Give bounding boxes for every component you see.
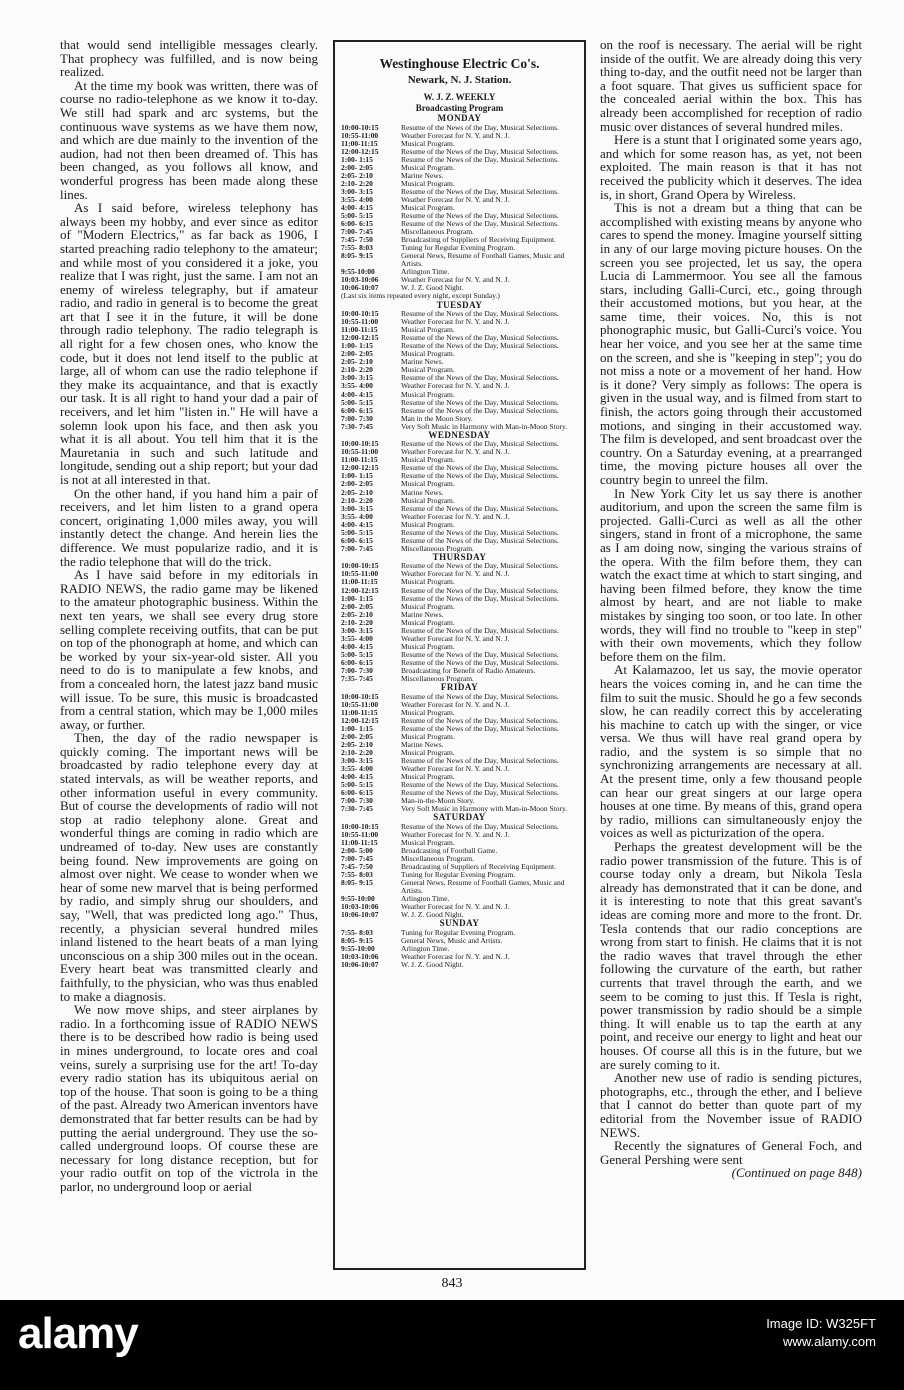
entry-description: Resume of the News of the Day, Musical Selections. [401,463,559,473]
paragraph: This is not a dream but a thing that can be accomplished with existing means by anyone who cares to spend the money. Imagine yourself sitting in any of our large moving picture houses. On the screen you see projected, let us say, the opera Lucia di Lammermoor. You see all the famous stars, including Galli-Curci, etc., going through their accustomed motions, but you hear, at the same time, their voices. No, this is not phonographic music, but Galli-Curci's voice. You hear her voice, and you see her at the same time on the screen, and she is "keeping in step"; you do not miss a note or a movement of her hand. How is it done? Very simply as follows: The opera is given in the usual way, and is filmed from start to finish, the actors going through their accustomed motions, and singing in their accustomed way. The film is developed, and sent broadcast over the country. On a Saturday evening, at a prearranged time, the moving picture houses all over the country begin to unreel the film. [600,200,862,487]
day-heading: SUNDAY [439,918,480,929]
entry-description: Marine News. [401,170,444,180]
entry-time: 7:45- 7:50 [341,862,373,872]
entry-time: 2:05- 2:10 [341,357,373,367]
entry-description: Musical Program. [401,202,455,212]
entry-description: Musical Program. [401,162,455,172]
entry-time: 3:00- 3:15 [341,755,373,765]
site-url: www.alamy.com [783,1334,876,1349]
entry-description: Marine News. [401,487,444,497]
page-number: 843 [441,1276,463,1291]
entry-time: 10:00-10:15 [341,691,379,701]
entry-description: Miscellaneous Program. [401,227,474,237]
entry-time: 6:00- 6:15 [341,657,373,667]
entry-time: 5:00- 5:15 [341,527,373,537]
entry-time: 6:00- 6:15 [341,788,373,798]
entry-time: 10:55-11:00 [341,317,379,327]
schedule-entry [341,156,578,164]
entry-time: 3:55- 4:00 [341,511,373,521]
entry-time: 4:00- 4:15 [341,202,373,212]
entry-time: 8:05- 9:15 [341,878,373,888]
paragraph: We now move ships, and steer airplanes by radio. In a forthcoming issue of RADIO NEWS there is to be described how radio is being used in mines underground, to locate ores and coal veins, surely a surprising use for the art! To-day every radio station has its ubiquitous aerial on top of the house. That soon is going to be a thing of the past. Already two American inventors have demonstrated that far better results can be had by putting the aerial underground. They use the so-called underground loops. Of course these are necessary for long distance reception, but for your radio outfit on top of the victrola in the parlor, no underground loop or aerial [60,1002,318,1194]
entry-time: 10:03-10:06 [341,275,379,285]
entry-time: 2:05- 2:10 [341,609,373,619]
entry-time: 10:03-10:06 [341,902,379,912]
entry-description: Musical Program. [401,837,455,847]
entry-description: Weather Forecast for N. Y. and N. J. [401,130,510,140]
entry-description: Musical Program. [401,178,455,188]
entry-description: Resume of the News of the Day, Musical Selections. [401,397,559,407]
schedule-entry [341,358,578,366]
entry-description: Musical Program. [401,349,455,359]
entry-time: 11:00-11:15 [341,577,378,587]
entry-time: 10:55-11:00 [341,699,379,709]
schedule-entry [341,725,578,733]
paragraph: Perhaps the greatest development will be the radio power transmission of the future. This is of course today only a dream, but Nikola Tesla already has demonstrated that it can be done, and it is interesting to note that this great savant's ideas are coming more and more to the front. Dr. Tesla contends that our radio conceptions are wrong from start to finish. He claims that it is not the radio waves that travel through the ether following the curvature of the earth, but rather currents that travel through the earth, and we seem to be coming to just this. If Tesla is right, power transmission by radio should be a simple thing. It will enable us to tap the earth at any point, and receive our energy to light and heat our houses. Of course all this is in the future, but we are surely coming to it. [600,839,862,1072]
entry-description: Weather Forecast for N. Y. and N. J. [401,511,510,521]
entry-description: Musical Program. [401,455,455,465]
schedule-entry [341,172,578,180]
entry-description: Resume of the News of the Day, Musical Selections. [401,439,559,449]
entry-description: Broadcasting of Football Game. [401,845,498,855]
entry-time: 12:00-12:15 [341,715,379,725]
entry-description: Tuning for Regular Evening Program. [401,243,516,253]
paragraph: In New York City let us say there is another auditorium, and upon the screen the same film is projected. Galli-Curci as well as all the other singers, stand in front of a microphone, the same as I am doing now, singing the various strains of the opera. With the film before them, they can watch the exact time at which to start singing, and having been filmed before, they know the time almost by heart, and are not liable to make mistakes by singing too soon, or too late. In other words, they will find no trouble to "keep in step" with their own movements, which they follow before them on the film. [600,485,862,664]
entry-time: 8:05- 9:15 [341,251,373,261]
entry-description: Weather Forecast for N. Y. and N. J. [401,317,510,327]
broadcast-schedule-box [333,40,586,1270]
schedule-entry [341,603,578,611]
entry-time: 2:00- 2:05 [341,601,373,611]
entry-description: Resume of the News of the Day, Musical Selections. [401,593,559,603]
watermark-info [766,1315,876,1351]
image-id: Image ID: W325FT [766,1316,876,1331]
entry-description: Resume of the News of the Day, Musical Selections. [401,780,559,790]
entry-description: Weather Forecast for N. Y. and N. J. [401,952,510,961]
entry-time: 2:00- 2:05 [341,731,373,741]
day-heading: TUESDAY [436,299,483,310]
entry-time: 11:00-11:15 [341,325,378,335]
entry-description: Musical Program. [401,495,455,505]
paragraph: Another new use of radio is sending pictures, photographs, etc., through the ether, and I believe that I cannot do better than quote part of my editorial from the November issue of RADIO NEWS. [600,1070,862,1140]
entry-time: 7:00- 7:30 [341,796,373,806]
alamy-logo [18,1309,138,1359]
entry-time: 11:00-11:15 [341,138,378,148]
schedule-entry [341,741,578,749]
entry-description: Marine News. [401,609,444,619]
day-heading: THURSDAY [432,551,487,562]
entry-time: 10:55-11:00 [341,829,379,839]
schedule-entry [341,635,578,643]
schedule-entry [341,879,578,895]
day-heading: WEDNESDAY [428,429,491,440]
schedule-station: Newark, N. J. Station. [407,74,512,86]
schedule-note: (Last six items repeated every night, except Sunday.) [341,291,500,301]
entry-time: 2:00- 2:05 [341,349,373,359]
entry-time: 7:30- 7:45 [341,804,373,814]
entry-time: 4:00- 4:15 [341,519,373,529]
entry-time: 9:55-10:00 [341,267,375,277]
entry-description: Resume of the News of the Day, Musical Selections. [401,219,559,229]
entry-time: 2:05- 2:10 [341,170,373,180]
entry-description: Resume of the News of the Day, Musical Selections. [401,186,559,196]
entry-description: Weather Forecast for N. Y. and N. J. [401,764,510,774]
entry-description: Resume of the News of the Day, Musical Selections. [401,755,559,765]
entry-time: 11:00-11:15 [341,837,378,847]
entry-description: Weather Forecast for N. Y. and N. J. [401,194,510,204]
schedule-entry [341,961,578,969]
day-heading: FRIDAY [440,682,479,693]
entry-description: Weather Forecast for N. Y. and N. J. [401,699,510,709]
entry-time: 7:55- 8:03 [341,243,373,253]
entry-description: Weather Forecast for N. Y. and N. J. [401,447,510,457]
entry-description: Arlington Time. [401,894,450,904]
entry-description: Musical Program. [401,325,455,335]
entry-time: 9:55-10:00 [341,894,375,904]
entry-description: Resume of the News of the Day, Musical Selections. [401,657,559,667]
entry-description: Resume of the News of the Day, Musical Selections. [401,341,559,351]
schedule-entry [341,733,578,741]
entry-description: Resume of the News of the Day, Musical Selections. [401,405,559,415]
entry-description: Resume of the News of the Day, Musical Selections. [401,715,559,725]
entry-time: 7:30- 7:45 [341,421,373,431]
entry-description: Weather Forecast for N. Y. and N. J. [401,569,510,579]
entry-description: Weather Forecast for N. Y. and N. J. [401,829,510,839]
entry-time: 10:00-10:15 [341,309,379,319]
entry-description: Resume of the News of the Day, Musical Selections. [401,821,559,831]
entry-description: Miscellaneous Program. [401,853,474,863]
entry-description: Tuning for Regular Evening Program. [401,870,516,880]
entry-time: 12:00-12:15 [341,463,379,473]
entry-time: 6:00- 6:15 [341,535,373,545]
entry-description: Resume of the News of the Day, Musical Selections. [401,585,559,595]
schedule-entry [341,765,578,773]
entry-description: Marine News. [401,739,444,749]
entry-time: 5:00- 5:15 [341,649,373,659]
entry-description: W. J. Z. Good Night. [401,960,464,970]
paragraph: Then, the day of the radio newspaper is quickly coming. The important news will be broadcasted by radio telephone every day at stated intervals, as will be weather reports, and other information useful in every community. But of course the developments of radio will not stop at radio telephony alone. Great and wonderful things are coming in radio which are undreamed of to-day. New uses are constantly being found. New improvements are going on almost over night. We cease to wonder when we hear of some new marvel that is being performed by radio, and simply shrug our shoulders, and say, "Well, that was predicted long ago." Thus, recently, a physician several hundred miles inland listened to the heart beats of a man lying unconscious on a ship 300 miles out in the ocean. Every heart beat was transmitted clearly and faithfully, to the physician, who was thus enabled to make a diagnosis. [60,730,318,1004]
entry-time: 12:00-12:15 [341,146,379,156]
entry-description: Resume of the News of the Day, Musical Selections. [401,373,559,383]
entry-time: 10:00-10:15 [341,122,379,132]
schedule-entry [341,611,578,619]
paragraph: As I said before, wireless telephony has always been my hobby, and ever since as editor of "Modern Electrics," as far back as 1906, I started preaching radio telephony to the amateur; and while most of you considered it a joke, you realize that I was right, just the same. I am not an enemy of wireless telegraphy, but if amateur radio, and radio in general is to become the great art that I see it in the future, it will be done through radio telephony. The radio telegraph is all right for a few chosen ones, who know the code, but it does not lend itself to the public at large, all of whom can use the radio telephone if they make its acquaintance, and that is exactly our task. It is all right to hand your dad a pair of receivers, and let him "listen in." He will have a solemn look upon his face, and then ask you what it is all about. You tell him that it is the Mauretania in such and such latitude and longitude, sending out a ship report; but your dad is not at all interested in that. [60,200,318,487]
entry-time: 12:00-12:15 [341,333,379,343]
entry-time: 2:10- 2:20 [341,617,373,627]
entry-time: 5:00- 5:15 [341,397,373,407]
entry-description: Musical Program. [401,641,455,651]
entry-time: 7:00- 7:30 [341,413,373,423]
entry-description: Broadcasting of Suppliers of Receiving Equipment. [401,862,556,872]
entry-time: 3:00- 3:15 [341,373,373,383]
schedule-entry [341,342,578,350]
entry-description: Resume of the News of the Day, Musical Selections. [401,535,559,545]
entry-time: 3:55- 4:00 [341,194,373,204]
schedule-entry [341,937,578,945]
entry-description: Resume of the News of the Day, Musical Selections. [401,146,559,156]
entry-description: Musical Program. [401,479,455,489]
entry-description: Weather Forecast for N. Y. and N. J. [401,381,510,391]
entry-description: Resume of the News of the Day, Musical Selections. [401,723,559,733]
entry-description: Man-in-the-Moon Story. [401,796,475,806]
entry-time: 11:00-11:15 [341,707,378,717]
entry-description: Miscellaneous Program. [401,674,474,684]
entry-time: 3:55- 4:00 [341,381,373,391]
entry-description: Arlington Time. [401,267,450,277]
paragraph: Here is a stunt that I originated some years ago, and which for some reason has, as yet, not been exploited. The main reason is that it has not received the publicity which it deserves. The idea is, in short, Grand Opera by Wireless. [600,132,862,202]
schedule-entry [341,252,578,268]
schedule-entry [341,489,578,497]
entry-description: Musical Program. [401,731,455,741]
entry-description: Resume of the News of the Day, Musical Selections. [401,503,559,513]
entry-time: 4:00- 4:15 [341,641,373,651]
paragraph: on the roof is necessary. The aerial will be right inside of the outfit. We are already doing this very thing to-day, and the outfit need not be larger than a foot square. That gives us sufficient space for the concealed aerial within the box. This has already been accomplished for reception of radio music over distances of several hundred miles. [600,38,862,134]
entry-description: Musical Program. [401,772,455,782]
entry-time: 12:00-12:15 [341,585,379,595]
entry-time: 10:06-10:07 [341,960,379,970]
entry-time: 7:00- 7:45 [341,543,373,553]
entry-description: Musical Program. [401,519,455,529]
entry-time: 4:00- 4:15 [341,772,373,782]
paragraph: At the time my book was written, there was of course no radio-telephone as we know it to-day. We still had spark and arc systems, but the continuous wave systems as we have them now, and which are due mainly to the invention of the audion, had not then been dreamed of. This has been changed, as you follows all know, and wonderful progress has been made along these lines. [60,77,318,202]
entry-description: Musical Program. [401,747,455,757]
entry-description: Resume of the News of the Day, Musical Selections. [401,527,559,537]
entry-description: Weather Forecast for N. Y. and N. J. [401,633,510,643]
entry-description: Miscellaneous Program. [401,543,474,553]
entry-time: 1:00- 1:15 [341,341,373,351]
entry-description: Broadcasting of Suppliers of Receiving Equipment. [401,235,556,245]
entry-time: 10:00-10:15 [341,439,379,449]
entry-time: 2:00- 2:05 [341,162,373,172]
entry-time: 1:00- 1:15 [341,154,373,164]
entry-time: 10:03-10:06 [341,952,379,961]
schedule-title: Westinghouse Electric Co's. [379,56,540,71]
entry-time: 2:05- 2:10 [341,739,373,749]
entry-description: Broadcasting for Benefit of Radio Amateurs. [401,666,536,675]
entry-description: Resume of the News of the Day, Musical Selections. [401,309,559,319]
entry-description: W. J. Z. Good Night. [401,910,464,920]
entry-time: 10:55-11:00 [341,447,379,457]
entry-time: 3:00- 3:15 [341,503,373,513]
schedule-entry [341,595,578,603]
entry-description: General News, Music and Artists. [401,935,503,945]
entry-time: 5:00- 5:15 [341,211,373,221]
entry-description: Resume of the News of the Day, Musical Selections. [401,122,559,132]
paragraph: that would send intelligible messages clearly. That prophecy was fulfilled, and is now being realized. [60,38,318,80]
entry-description: Resume of the News of the Day, Musical Selections. [401,691,559,701]
entry-description: Resume of the News of the Day, Musical Selections. [401,649,559,659]
entry-time: 7:00- 7:45 [341,853,373,863]
entry-description: Weather Forecast for N. Y. and N. J. [401,902,510,912]
entry-time: 3:55- 4:00 [341,764,373,774]
entry-time: 11:00-11:15 [341,455,378,465]
paragraph: Recently the signatures of General Foch, and General Pershing were sent [600,1138,862,1167]
schedule-entry [341,472,578,480]
entry-time: 10:55-11:00 [341,569,379,579]
paragraph: On the other hand, if you hand him a pair of receivers, and let him listen to a grand opera concert, originating 1,000 miles away, you will instantly detect the change. And herein lies the difference. We must popularize radio, and it is the radio telephone that will do the trick. [60,485,318,569]
entry-description: Musical Program. [401,601,455,611]
entry-description: Musical Program. [401,577,455,587]
entry-description: Very Soft Music in Harmony with Man-in-Moon Story. [401,421,568,431]
entry-time: 7:55- 8:03 [341,870,373,880]
entry-time: 2:10- 2:20 [341,365,373,375]
schedule-entry [341,196,578,204]
entry-description: General News, Resume of Football Games, Music and Artists. [401,878,565,896]
entry-description: Resume of the News of the Day, Musical Selections. [401,333,559,343]
schedule-days [341,114,578,969]
entry-description: Arlington Time. [401,943,450,953]
entry-time: 9:55-10:00 [341,943,375,953]
entry-description: Man in the Moon Story. [401,413,473,423]
paragraph: As I have said before in my editorials in RADIO NEWS, the radio game may be likened to the amateur photographic business. Within the next ten years, we shall see every drug store selling complete receiving outfits, that can be put on top of the phonograph at home, and which can be worked by your six-year-old sister. All you need to do is to manipulate a few knobs, and from a concealed horn, the latest jazz band music will issue. To be sure, this music is broadcasted from a central station, which may be 1,000 miles away, or further. [60,567,318,732]
entry-description: General News, Resume of Football Games, Music and Artists. [401,251,565,269]
entry-description: Resume of the News of the Day, Musical Selections. [401,471,559,481]
entry-time: 7:35- 7:45 [341,674,373,684]
entry-time: 5:00- 5:15 [341,780,373,790]
entry-time: 10:06-10:07 [341,910,379,920]
entry-time: 2:10- 2:20 [341,747,373,757]
entry-time: 7:00- 7:30 [341,666,373,675]
entry-description: Musical Program. [401,138,455,148]
entry-time: 10:55-11:00 [341,130,379,140]
entry-time: 7:45- 7:50 [341,235,373,245]
entry-time: 3:55- 4:00 [341,633,373,643]
entry-time: 1:00- 1:15 [341,723,373,733]
entry-description: Resume of the News of the Day, Musical Selections. [401,625,559,635]
entry-time: 7:55- 8:03 [341,927,373,937]
entry-time: 3:00- 3:15 [341,186,373,196]
day-heading: MONDAY [437,113,482,123]
entry-time: 6:00- 6:15 [341,219,373,229]
entry-description: Very Soft Music in Harmony with Man-in-Moon Story. [401,804,568,814]
entry-description: Resume of the News of the Day, Musical Selections. [401,154,559,164]
entry-description: Marine News. [401,357,444,367]
schedule-entry [341,350,578,358]
schedule-entry [341,382,578,390]
schedule-entry [341,513,578,521]
entry-time: 1:00- 1:15 [341,593,373,603]
entry-description: Tuning for Regular Evening Program. [401,927,516,937]
entry-time: 10:00-10:15 [341,821,379,831]
entry-time: 3:00- 3:15 [341,625,373,635]
entry-description: Musical Program. [401,617,455,627]
schedule-entry [341,480,578,488]
program-heading-line1: W. J. Z. WEEKLY [423,92,496,102]
day-heading: SATURDAY [433,812,486,823]
entry-time: 4:00- 4:15 [341,389,373,399]
entry-time: 2:10- 2:20 [341,495,373,505]
right-text-column [600,38,862,1268]
entry-time: 1:00- 1:15 [341,471,373,481]
entry-time: 10:06-10:07 [341,283,379,293]
entry-description: W. J. Z. Good Night. [401,283,464,293]
continued-note: (Continued on page 848) [731,1165,862,1181]
entry-description: Resume of the News of the Day, Musical Selections. [401,561,559,571]
entry-description: Musical Program. [401,389,455,399]
entry-description: Musical Program. [401,365,455,375]
entry-time: 2:10- 2:20 [341,178,373,188]
entry-description: Resume of the News of the Day, Musical Selections. [401,788,559,798]
entry-time: 2:05- 2:10 [341,487,373,497]
entry-time: 2:00- 2:05 [341,479,373,489]
program-heading-line2: Broadcasting Program [415,103,504,113]
entry-time: 6:00- 6:15 [341,405,373,415]
schedule-entry [341,164,578,172]
entry-time: 10:00-10:15 [341,561,379,571]
alamy-logo-text: alamy [18,1309,138,1358]
entry-time: 2:00- 5:00 [341,845,373,855]
left-text-column [60,38,318,1268]
entry-description: Resume of the News of the Day, Musical Selections. [401,211,559,221]
entry-time: 7:00- 7:45 [341,227,373,237]
paragraph: At Kalamazoo, let us say, the movie operator hears the voices coming in, and he can time the film to suit the music. Should he go a few seconds slow, he can readily correct this by accelerating his machine to catch up with the singer, or vice versa. We thus will have real grand opera by radio, and the system is so simple that no synchronizing arrangements are necessary at all. At the present time, only a few thousand people can hear our great singers at our large opera houses at one time. By means of this, grand opera by radio, millions can simultaneously enjoy the voices as well as picturization of the opera. [600,662,862,841]
entry-time: 8:05- 9:15 [341,935,373,945]
entry-description: Musical Program. [401,707,455,717]
entry-description: Weather Forecast for N. Y. and N. J. [401,275,510,285]
